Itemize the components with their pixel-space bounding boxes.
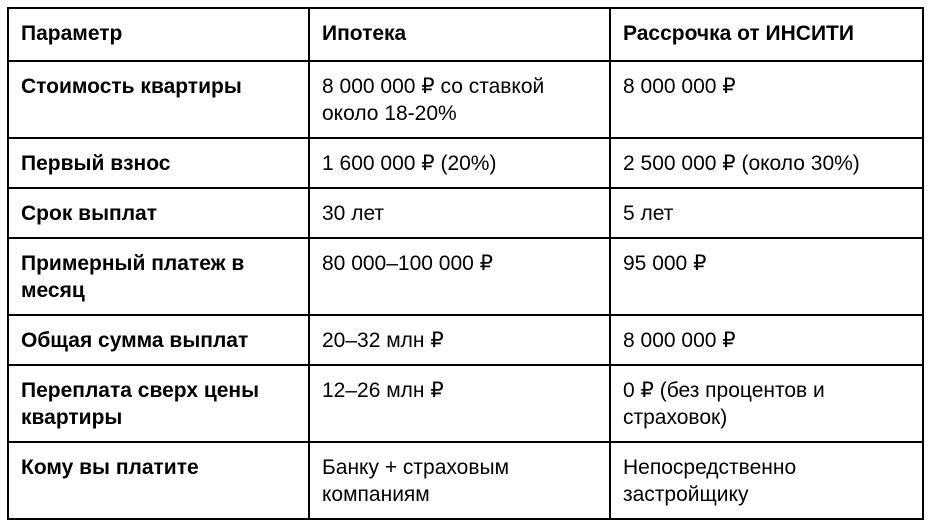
row-label: Срок выплат xyxy=(8,188,309,238)
installment-value: 8 000 000 ₽ xyxy=(610,61,923,138)
mortgage-value: 80 000–100 000 ₽ xyxy=(309,238,610,315)
installment-value: 0 ₽ (без процентов и страховок) xyxy=(610,365,923,442)
table-row xyxy=(8,442,923,519)
mortgage-value: Банку + страховым компаниям xyxy=(309,442,610,519)
row-label: Стоимость квартиры xyxy=(8,61,309,138)
mortgage-value: 8 000 000 ₽ со ставкой около 18-20% xyxy=(309,61,610,138)
mortgage-value: 30 лет xyxy=(309,188,610,238)
comparison-table-container xyxy=(7,7,924,520)
mortgage-value: 20–32 млн ₽ xyxy=(309,315,610,365)
row-label: Переплата сверх цены квартиры xyxy=(8,365,309,442)
table-row xyxy=(8,61,923,138)
comparison-table xyxy=(7,7,924,520)
installment-value: 2 500 000 ₽ (около 30%) xyxy=(610,138,923,188)
header-mortgage: Ипотека xyxy=(309,8,610,61)
table-row xyxy=(8,138,923,188)
table-row xyxy=(8,238,923,315)
installment-value: Непосредственно застройщику xyxy=(610,442,923,519)
installment-value: 5 лет xyxy=(610,188,923,238)
row-label: Общая сумма выплат xyxy=(8,315,309,365)
row-label: Кому вы платите xyxy=(8,442,309,519)
table-row xyxy=(8,365,923,442)
mortgage-value: 1 600 000 ₽ (20%) xyxy=(309,138,610,188)
row-label: Примерный платеж в месяц xyxy=(8,238,309,315)
table-row xyxy=(8,188,923,238)
row-label: Первый взнос xyxy=(8,138,309,188)
header-parameter: Параметр xyxy=(8,8,309,61)
mortgage-value: 12–26 млн ₽ xyxy=(309,365,610,442)
table-row xyxy=(8,315,923,365)
installment-value: 8 000 000 ₽ xyxy=(610,315,923,365)
header-installment: Рассрочка от ИНСИТИ xyxy=(610,8,923,61)
installment-value: 95 000 ₽ xyxy=(610,238,923,315)
table-header-row xyxy=(8,8,923,61)
